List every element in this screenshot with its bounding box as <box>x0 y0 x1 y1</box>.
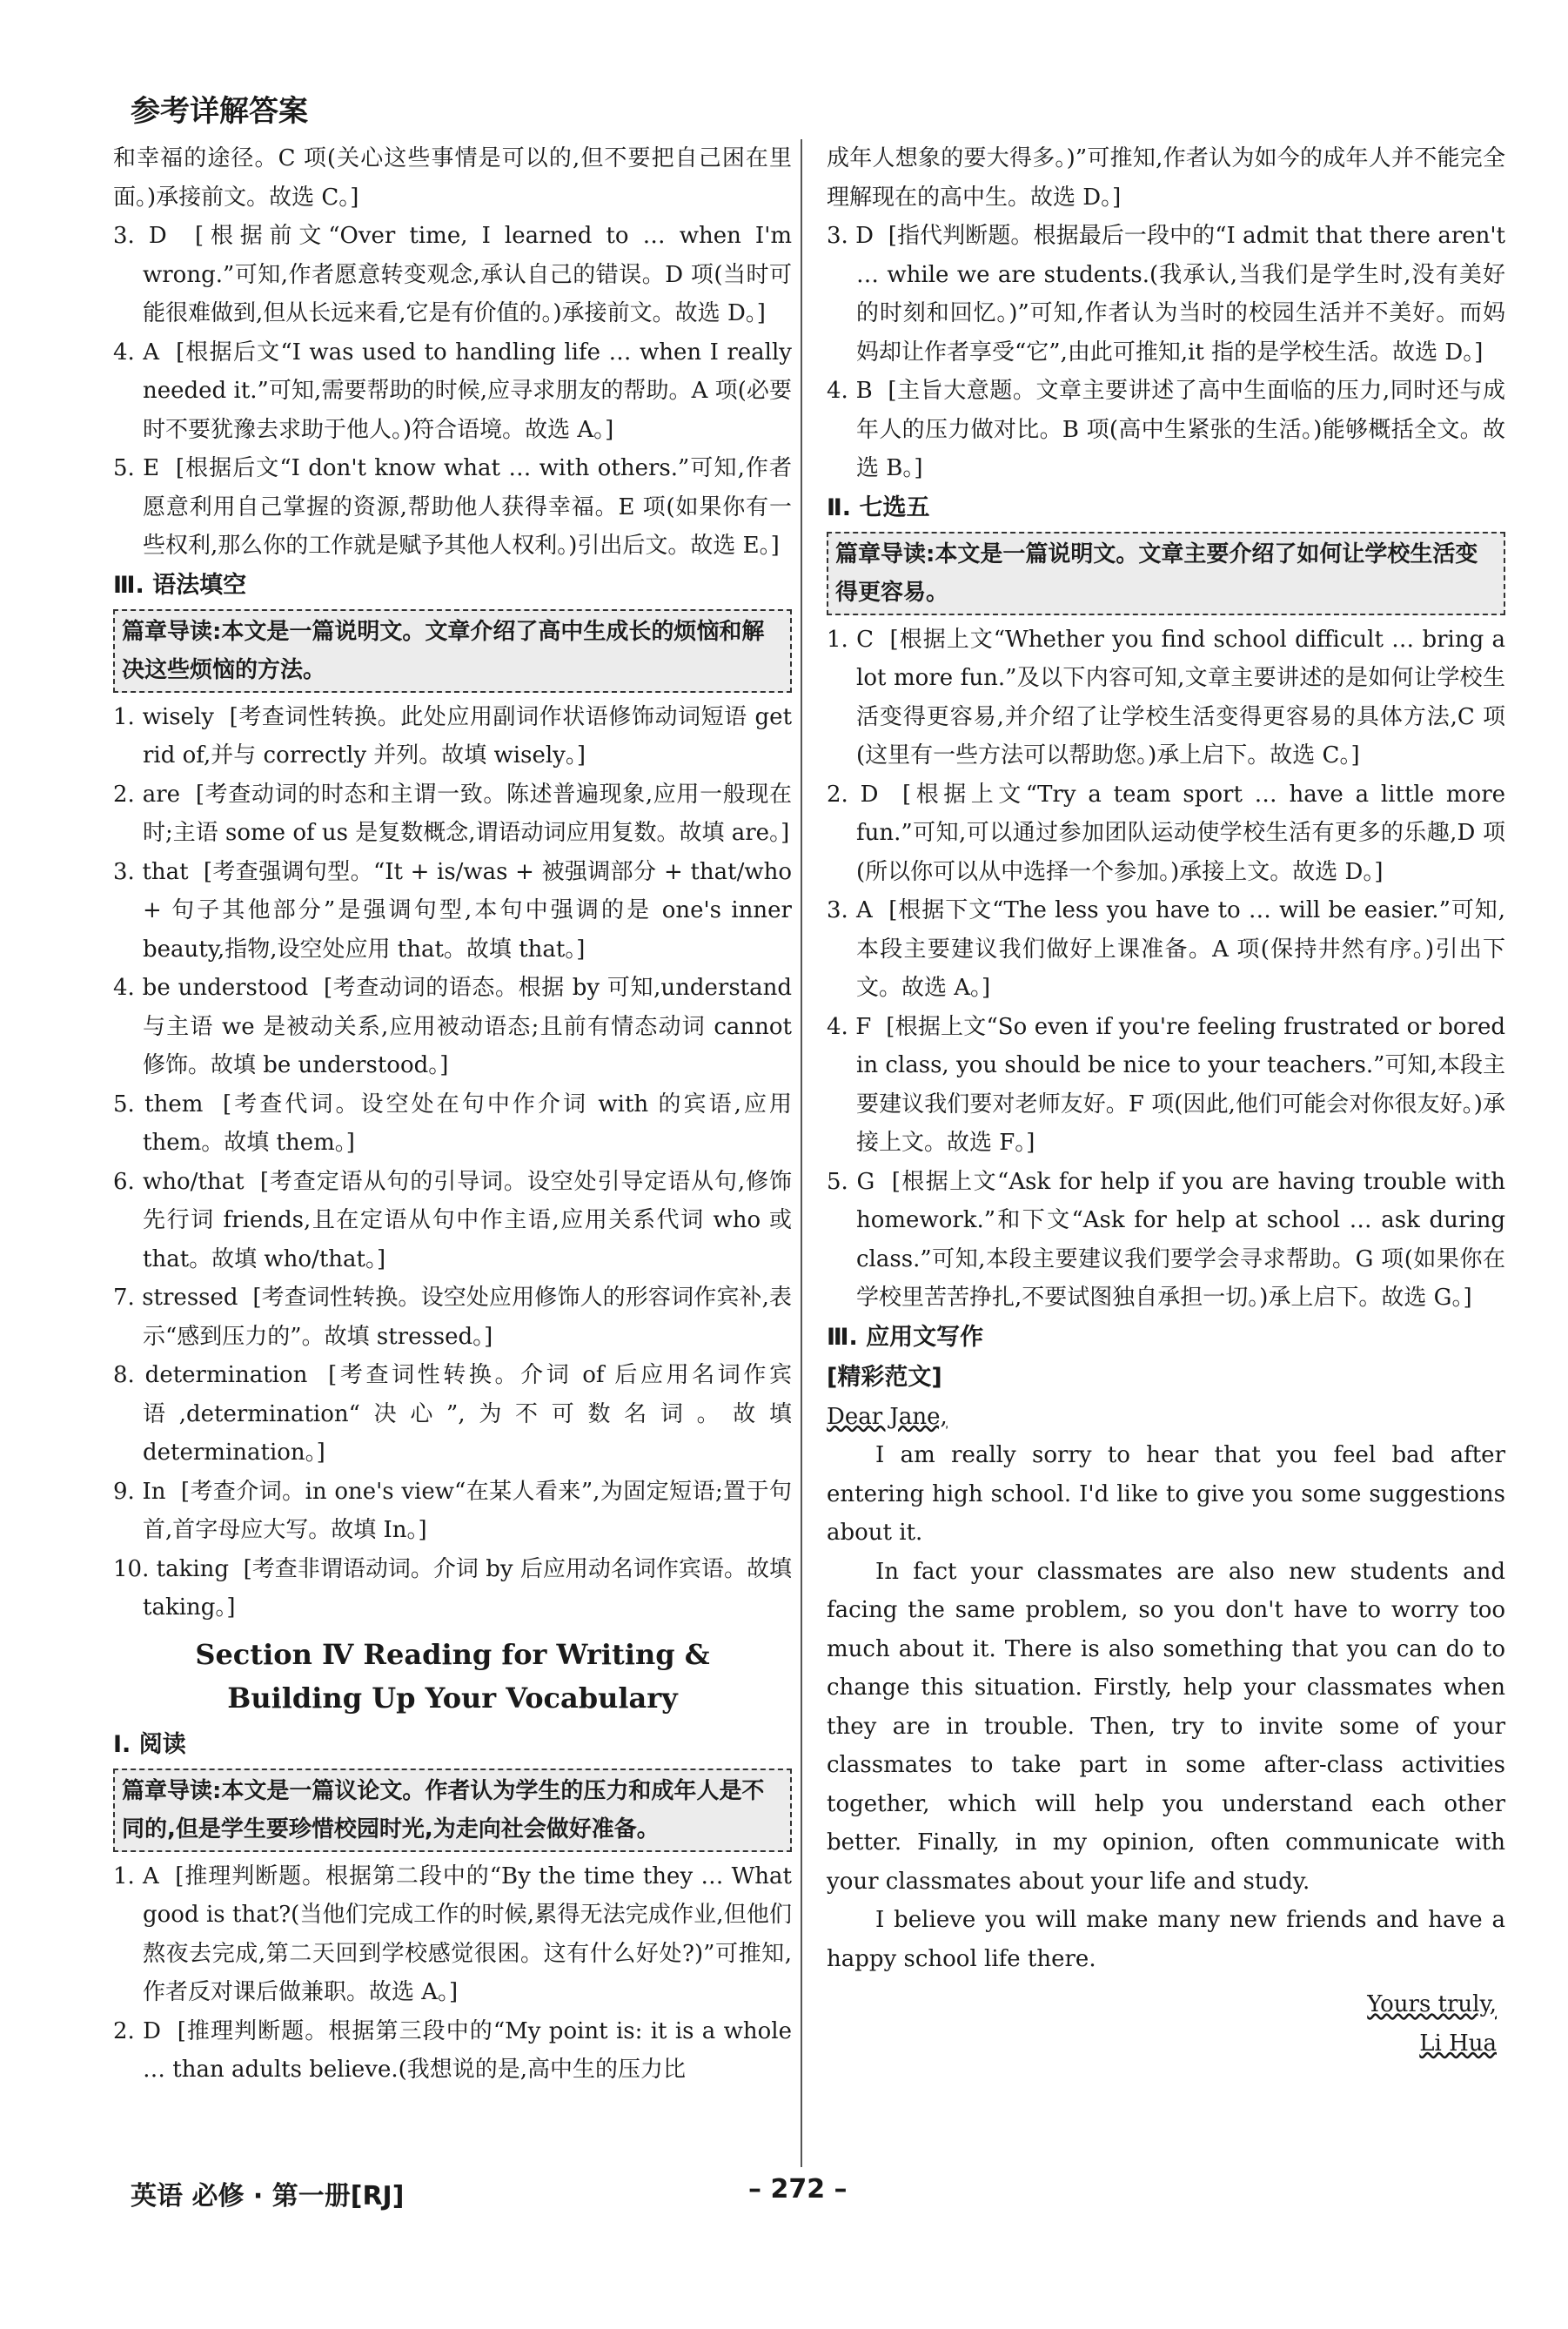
answer-item: 2. D [推理判断题。根据第三段中的“My point is: it is a whole … than adults believe.(我想说的是,高中生的压力比 <box>113 2017 793 2083</box>
answer-item: 4. B [主旨大意题。文章主要讲述了高中生面临的压力,同时还与成年人的压力做对比。B 项(高中生紧张的生活。)能够概括全文。故选 B。] <box>827 378 1505 481</box>
essay-paragraph: In fact your classmates are also new students and facing the same problem, so you don't have to worry too much about it. There is also something that you can do to change this situation. Firstly, help your classmates when they are in trouble. Then, try to invite some of your classmates to take part in some after-class activities together, which will help you understand each other better. Finally, in my opinion, often communicate with your classmates about your life and study. <box>827 1558 1505 1895</box>
answer-item: 4. A [根据后文“I was used to handling life … when I really needed it.”可知,需要帮助的时候,应寻求朋友的帮助。A 项(必要时不要犹豫去求助于他人。)符合语境。故选 A。] <box>113 339 792 443</box>
continued-paragraph: 成年人想象的要大得多。)”可推知,作者认为如今的成年人并不能完全理解现在的高中生。故选 D。] <box>827 145 1505 211</box>
model-essay-tag: [精彩范文] <box>827 1363 942 1391</box>
section-heading-writing: Ⅲ. 应用文写作 <box>827 1323 984 1351</box>
essay-signature: Li Hua <box>1419 2030 1497 2057</box>
answer-item: 5. E [根据后文“I don't know what … with others.”可知,作者愿意利用自己掌握的资源,帮助他人获得幸福。E 项(如果你有一些权利,那么你的工作就是赋予其他人权利。)引出后文。故选 E。] <box>113 455 792 559</box>
model-essay <box>827 1398 1505 2064</box>
essay-greeting: Dear Jane, <box>827 1403 948 1430</box>
answer-item: 3. A [根据下文“The less you have to … will be easier.”可知,本段主要建议我们做好上课准备。A 项(保持井然有序。)引出下文。故选 A。] <box>827 897 1505 1001</box>
answer-item: 9. In [考查介词。in one's view“在某人看来”,为固定短语;置于句首,首字母应大写。故填 In。] <box>113 1478 792 1543</box>
answer-item: 10. taking [考查非谓语动词。介词 by 后应用动名词作宾语。故填 taking。] <box>113 1555 792 1621</box>
answer-item: 1. wisely [考查词性转换。此处应用副词作状语修饰动词短语 get rid of,并与 correctly 并列。故填 wisely。] <box>113 703 793 769</box>
answer-item: 8. determination [考查词性转换。介词 of 后应用名词作宾语,determination“决心”,为不可数名词。故填 determination。] <box>113 1362 793 1466</box>
answer-item: 7. stressed [考查词性转换。设空处应用修饰人的形容词作宾补,表示“感到压力的”。故填 stressed。] <box>113 1285 792 1350</box>
answer-item: 2. D [根据上文“Try a team sport … have a little more fun.”可知,可以通过参加团队运动使学校生活有更多的乐趣,D 项(所以你可以从中选择一个参加。)承接上文。故选 D。] <box>827 781 1506 885</box>
answer-item: 3. D [指代判断题。根据最后一段中的“I admit that there aren't … while we are students.(我承认,当我们是学生时,没有美好的时刻和回忆。)”可知,作者认为当时的校园生活并不美好。而妈妈却让作者享受“它”,由此可推知,it 指的是学校生活。故选 D。] <box>827 223 1505 366</box>
column-divider <box>801 139 802 2167</box>
section-title: Section Ⅳ Reading for Writing & Building Up Your Vocabulary <box>195 1637 710 1715</box>
left-column <box>113 139 792 2090</box>
section-heading-reading: Ⅰ. 阅读 <box>113 1730 186 1758</box>
answer-item: 3. that [考查强调句型。“It + is/was + 被强调部分 + that/who + 句子其他部分”是强调句型,本句中强调的是 one's inner beauty,指物,设空处应用 that。故填 that。] <box>113 858 793 963</box>
footer-book-title: 英语 必修 · 第一册[RJ] <box>131 2181 405 2212</box>
answer-item: 4. be understood [考查动词的语态。根据 by 可知,understand 与主语 we 是被动关系,应用被动语态;且前有情态动词 cannot 修饰。故填 be understood。] <box>113 975 793 1078</box>
continued-paragraph: 和幸福的途径。C 项(关心这些事情是可以的,但不要把自己困在里面。)承接前文。故选 C。] <box>113 145 792 211</box>
section-heading-grammar: Ⅲ. 语法填空 <box>113 571 247 599</box>
passage-guide: 篇章导读:本文是一篇说明文。文章介绍了高中生成长的烦恼和解决这些烦恼的方法。 <box>113 609 792 693</box>
passage-guide: 篇章导读:本文是一篇说明文。文章主要介绍了如何让学校生活变得更容易。 <box>827 532 1505 615</box>
answer-item: 5. G [根据上文“Ask for help if you are having trouble with homework.”和下文“Ask for help at school … ask during class.”可知,本段主要建议我们要学会寻求帮助。G 项(如果你在学校里苦苦挣扎,不要试图独自承担一切。)承上启下。故选 G。] <box>827 1168 1506 1311</box>
page-number: – 272 – <box>748 2174 848 2205</box>
answer-item: 1. C [根据上文“Whether you find school difficult … bring a lot more fun.”及以下内容可知,文章主要讲述的是如何让学校生活变得更容易,并介绍了让学校生活变得更容易的具体方法,C 项(这里有一些方法可以帮助您。)承上启下。故选 C。] <box>827 626 1506 769</box>
passage-guide: 篇章导读:本文是一篇议论文。作者认为学生的压力和成年人是不同的,但是学生要珍惜校园时光,为走向社会做好准备。 <box>113 1769 792 1852</box>
essay-paragraph: I believe you will make many new friends and have a happy school life there. <box>827 1907 1505 1972</box>
section-heading-seven-choose-five: Ⅱ. 七选五 <box>827 493 930 521</box>
right-column <box>827 139 1505 2063</box>
essay-paragraph: I am really sorry to hear that you feel bad after entering high school. I'd like to give you some suggestions about it. <box>827 1442 1505 1546</box>
page-header: 参考详解答案 <box>131 94 308 129</box>
answer-item: 6. who/that [考查定语从句的引导词。设空处引导定语从句,修饰先行词 friends,且在定语从句中作主语,应用关系代词 who 或 that。故填 who/that。] <box>113 1168 792 1272</box>
answer-item: 1. A [推理判断题。根据第二段中的“By the time they … What good is that?(当他们完成工作的时候,累得无法完成作业,但他们熬夜去完成,第二天回到学校感觉很困。这有什么好处?)”可推知,作者反对课后做兼职。故选 A。] <box>113 1863 792 2005</box>
answer-item: 2. are [考查动词的时态和主谓一致。陈述普遍现象,应用一般现在时;主语 some of us 是复数概念,谓语动词应用复数。故填 are。] <box>113 781 792 846</box>
answer-item: 5. them [考查代词。设空处在句中作介词 with 的宾语,应用 them。故填 them。] <box>113 1091 793 1156</box>
answer-item: 4. F [根据上文“So even if you're feeling frustrated or bored in class, you should be nice to your teachers.”可知,本段主要建议我们要对老师友好。F 项(因此,他们可能会对你很友好。)承接上文。故选 F。] <box>827 1013 1505 1156</box>
essay-closing: Yours truly, <box>1367 1991 1497 2017</box>
answer-item: 3. D [根据前文“Over time, I learned to … when I'm wrong.”可知,作者愿意转变观念,承认自己的错误。D 项(当时可能很难做到,但从长远来看,它是有价值的。)承接前文。故选 D。] <box>113 223 792 326</box>
